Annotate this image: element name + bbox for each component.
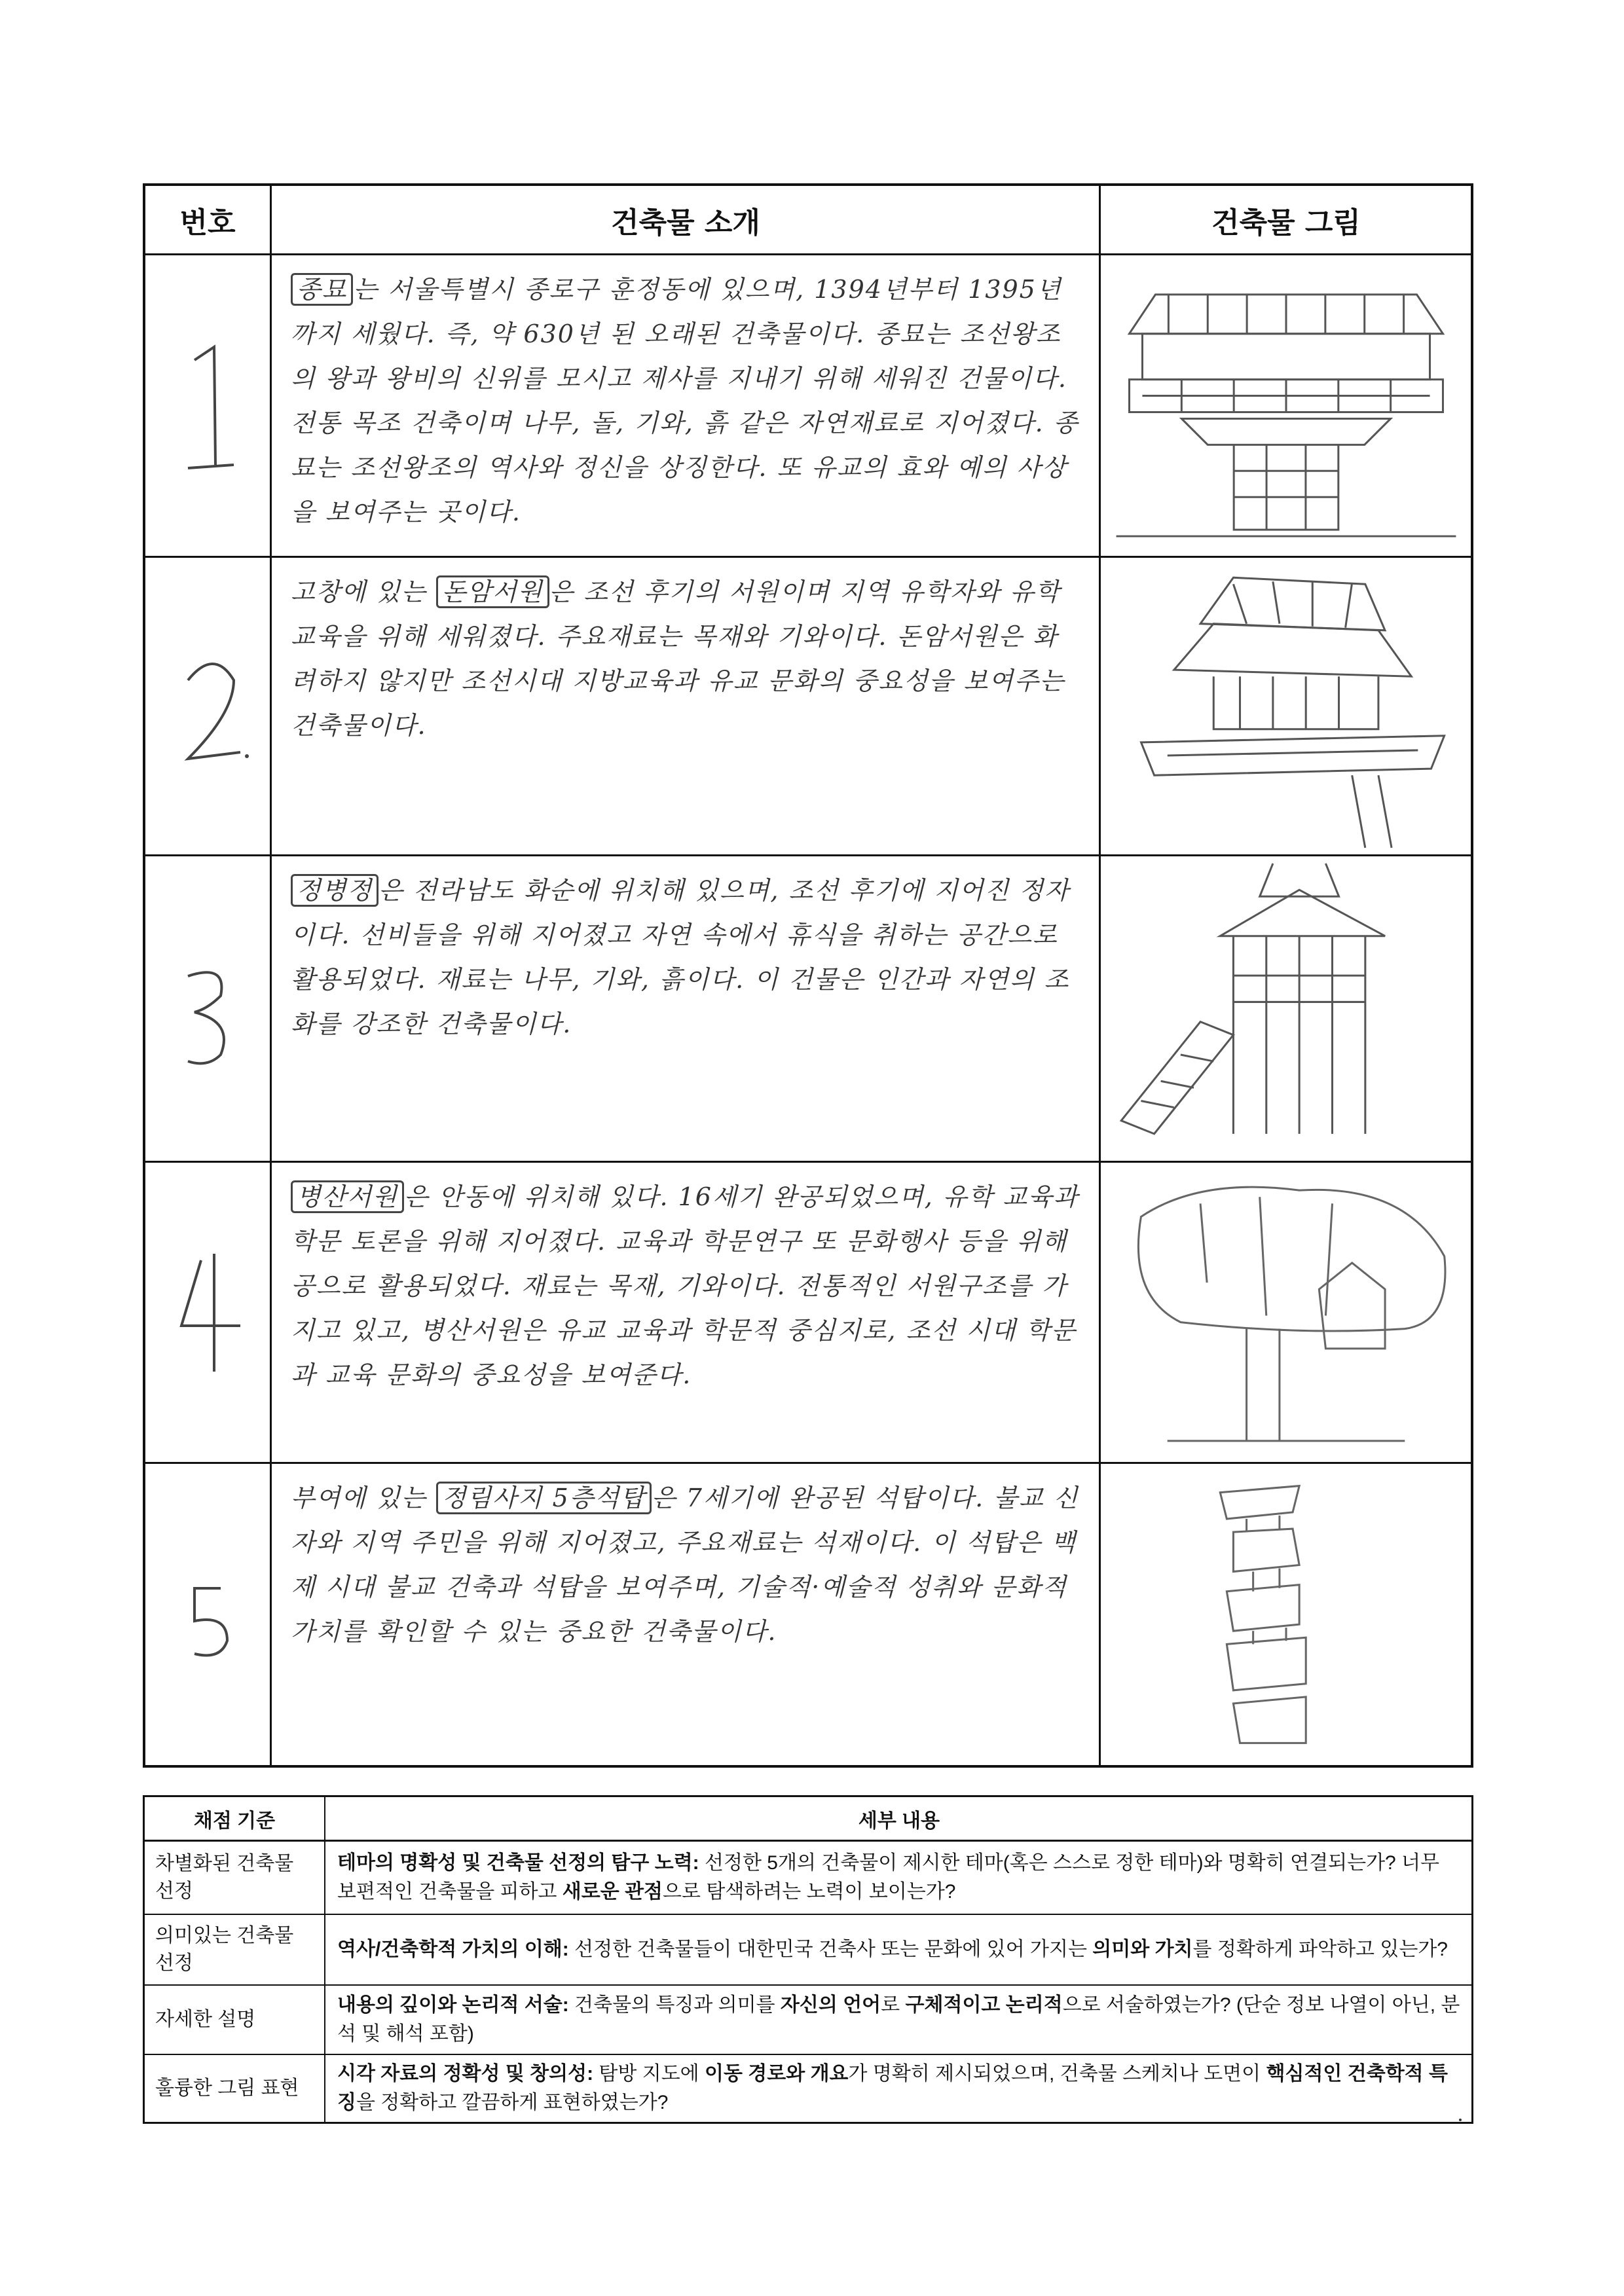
building-sketch: [1101, 856, 1471, 1161]
header-detail: 세부 내용: [858, 1810, 940, 1832]
pavilion-sketch: [1101, 856, 1471, 1161]
criteria-label: 의미있는 건축물 선정: [155, 1925, 294, 1974]
criteria-detail: 테마의 명확성 및 건축물 선정의 탐구 노력: 선정한 5개의 건축물이 제시한 테마(혹은 스스로 정한 테마)와 명확히 연결되는가? 너무 보편적인 건축물을 피하고 새로운 관점으로 탐색하려는 노력이 보이는가?: [337, 1852, 1440, 1903]
row-description: [272, 558, 1099, 854]
building-name: 돈암서원: [436, 575, 549, 608]
building-name: 정병정: [291, 874, 378, 907]
handwritten-number-4: [162, 1241, 253, 1385]
stone-pagoda-sketch: [1101, 1464, 1471, 1765]
handwritten-number-1: [168, 334, 247, 478]
header-drawing: 건축물 그림: [1211, 206, 1361, 240]
description-prefix: 고창에 있는: [291, 577, 436, 606]
building-worksheet-table: [143, 183, 1473, 1768]
criteria-detail: 내용의 깊이와 논리적 서술: 건축물의 특징과 의미를 자신의 언어로 구체적이고 논리적으로 서술하였는가? (단순 정보 나열이 아닌, 분석 및 해석 포함): [337, 1994, 1460, 2045]
row-description: [272, 1163, 1099, 1462]
handwritten-number-3: [168, 943, 247, 1074]
header-intro: 건축물 소개: [611, 206, 760, 240]
table-row: [145, 558, 1471, 856]
row-description: [272, 1464, 1099, 1765]
building-name: 종묘: [291, 273, 353, 306]
rubric-row: [145, 2055, 1471, 2122]
rubric-header: [145, 1797, 1471, 1842]
building-name: 정림사지 5층석탑: [436, 1482, 652, 1514]
row-number: [145, 558, 270, 854]
description-prefix: 부여에 있는: [291, 1484, 436, 1512]
rubric-row: [145, 1842, 1471, 1915]
building-sketch: [1101, 558, 1471, 854]
building-sketch: [1101, 1163, 1471, 1462]
table-row: [145, 856, 1471, 1163]
row-number: [145, 1464, 270, 1765]
seowon-sketch: [1101, 558, 1471, 854]
row-number: [145, 1163, 270, 1462]
handwritten-number-5: [168, 1562, 247, 1667]
table-row: [145, 1464, 1471, 1765]
rubric-table: [143, 1795, 1473, 2124]
building-sketch: [1101, 255, 1471, 556]
rubric-row: [145, 1915, 1471, 1986]
criteria-label: 자세한 설명: [155, 2009, 256, 2030]
building-name: 병산서원: [291, 1180, 404, 1213]
criteria-label: 차별화된 건축물 선정: [155, 1853, 294, 1902]
row-description: [272, 856, 1099, 1161]
byeongsan-sketch: [1101, 1163, 1471, 1462]
building-sketch: [1101, 1464, 1471, 1765]
scan-speck: [1459, 2119, 1462, 2121]
description-text: 은 전라남도 화순에 위치해 있으며, 조선 후기에 지어진 정자이다. 선비들을 위해 지어졌고 자연 속에서 휴식을 취하는 공간으로 활용되었다. 재료는 나무, 기와, 흙이다. 이 건물은 인간과 자연의 조화를 강조한 건축물이다.: [291, 876, 1070, 1038]
description-text: 은 안동에 위치해 있다. 16세기 완공되었으며, 유학 교육과 학문 토론을 위해 지어졌다. 교육과 학문연구 또 문화행사 등을 위해 공으로 활용되었다. 재료는 목재, 기와이다. 전통적인 서원구조를 가지고 있고, 병산서원은 유교 교육과 학문적 중심지로, 조선 시대 학문과 교육 문화의 중요성을 보여준다.: [291, 1182, 1079, 1389]
criteria-detail: 역사/건축학적 가치의 이해: 선정한 건축물들이 대한민국 건축사 또는 문화에 있어 가지는 의미와 가치를 정확하게 파악하고 있는가?: [337, 1939, 1448, 1960]
header-criteria: 채점 기준: [193, 1810, 276, 1832]
description-text: 은 7세기에 완공된 석탑이다. 불교 신자와 지역 주민을 위해 지어졌고, 주요재료는 석재이다. 이 석탑은 백제 시대 불교 건축과 석탑을 보여주며, 기술적·예술적 성취와 문화적 가치를 확인할 수 있는 중요한 건축물이다.: [291, 1484, 1079, 1646]
jongmyo-sketch: [1101, 255, 1471, 556]
table-header: [145, 186, 1471, 255]
table-row: [145, 1163, 1471, 1464]
handwritten-number-2: [162, 641, 253, 772]
criteria-detail: 시각 자료의 정확성 및 창의성: 탐방 지도에 이동 경로와 개요가 명확히 제시되었으며, 건축물 스케치나 도면이 핵심적인 건축학적 특징을 정확하고 깔끔하게 표현하였는가?: [337, 2063, 1448, 2113]
row-description: [272, 255, 1099, 556]
row-number: [145, 856, 270, 1161]
description-text: 는 서울특별시 종로구 훈정동에 있으며, 1394년부터 1395년까지 세웠다. 즉, 약 630년 된 오래된 건축물이다. 종묘는 조선왕조의 왕과 왕비의 신위를 모시고 제사를 지내기 위해 세워진 건물이다. 전통 목조 건축이며 나무, 돌, 기와, 흙 같은 자연재료로 지어졌다. 종묘는 조선왕조의 역사와 정신을 상징한다. 또 유교의 효와 예의 사상을 보여주는 곳이다.: [291, 275, 1079, 526]
header-number: 번호: [179, 206, 236, 240]
description-text: 은 조선 후기의 서원이며 지역 유학자와 유학 교육을 위해 세워졌다. 주요재료는 목재와 기와이다. 돈암서원은 화려하지 않지만 조선시대 지방교육과 유교 문화의 중요성을 보여주는 건축물이다.: [291, 577, 1065, 740]
criteria-label: 훌륭한 그림 표현: [155, 2077, 299, 2099]
rubric-row: [145, 1986, 1471, 2055]
row-number: [145, 255, 270, 556]
table-row: [145, 255, 1471, 558]
